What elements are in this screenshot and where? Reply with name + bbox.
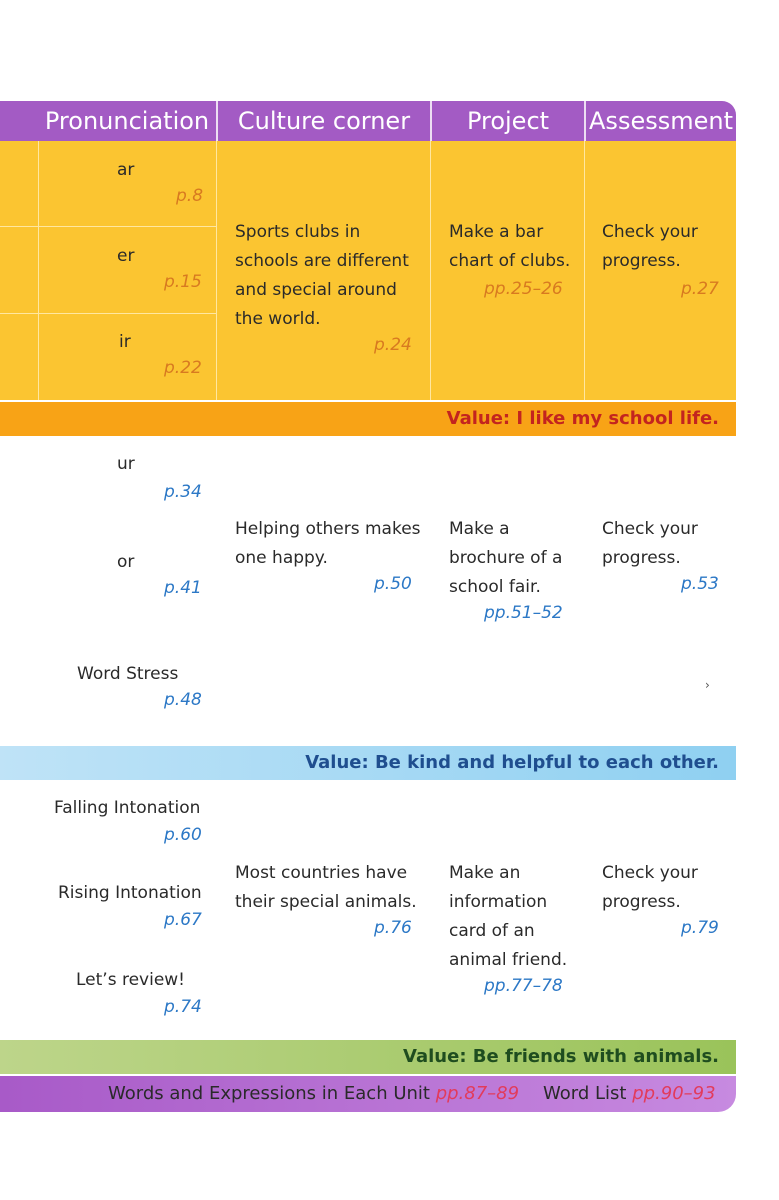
- sound-label: Rising Intonation: [58, 883, 202, 903]
- project-text-line: Make a bar: [449, 222, 544, 242]
- culture-text-line: Most countries have: [235, 863, 408, 883]
- culture-page: p.24: [374, 335, 412, 355]
- footer-word-list: [543, 1076, 716, 1112]
- value-text-unit2: Value: Be kind and helpful to each other.: [305, 752, 719, 773]
- footer-list-label: Word List: [543, 1083, 627, 1104]
- assessment-page: p.53: [681, 574, 719, 594]
- footer-words-expressions: [108, 1076, 519, 1112]
- sound-page: p.15: [164, 272, 202, 292]
- header-culture-corner: Culture corner: [237, 107, 411, 135]
- culture-text-line: schools are different: [235, 251, 409, 271]
- cell-divider: [430, 141, 431, 400]
- sound-page: p.34: [164, 482, 202, 502]
- footer-words-label: Words and Expressions in Each Unit: [108, 1083, 430, 1104]
- assessment-page: p.79: [681, 918, 719, 938]
- sound-page: p.41: [164, 578, 202, 598]
- sound-label: Word Stress: [77, 664, 179, 684]
- sound-label: ur: [117, 454, 135, 474]
- assessment-text-line: progress.: [602, 251, 681, 271]
- sound-page: p.60: [164, 825, 202, 845]
- project-text-line: animal friend.: [449, 950, 568, 970]
- sound-page: p.22: [164, 358, 202, 378]
- culture-text-line: Sports clubs in: [235, 222, 361, 242]
- culture-text-line: the world.: [235, 309, 321, 329]
- sound-label: ar: [117, 160, 135, 180]
- assessment-text-line: progress.: [602, 548, 681, 568]
- project-text-line: brochure of a: [449, 548, 563, 568]
- project-text-line: Make a: [449, 519, 510, 539]
- project-page: pp.25–26: [484, 279, 563, 299]
- assessment-page: p.27: [681, 279, 719, 299]
- project-text-line: chart of clubs.: [449, 251, 571, 271]
- sound-label: Let’s review!: [76, 970, 185, 990]
- stray-mark-icon: ›: [705, 678, 710, 692]
- project-text-line: school fair.: [449, 577, 541, 597]
- cell-divider: [38, 141, 39, 400]
- cell-divider: [0, 313, 216, 314]
- sound-page: p.74: [164, 997, 202, 1017]
- cell-divider: [584, 141, 585, 400]
- project-text-line: Make an: [449, 863, 521, 883]
- assessment-text-line: Check your: [602, 519, 698, 539]
- culture-text-line: Helping others makes: [235, 519, 421, 539]
- sound-label: er: [117, 246, 135, 266]
- project-text-line: card of an: [449, 921, 535, 941]
- sound-label: or: [117, 552, 135, 572]
- header-project: Project: [466, 107, 550, 135]
- sound-label: ir: [119, 332, 131, 352]
- assessment-text-line: Check your: [602, 222, 698, 242]
- assessment-text-line: Check your: [602, 863, 698, 883]
- footer-list-page: pp.90–93: [632, 1083, 716, 1104]
- value-text-unit1: Value: I like my school life.: [446, 408, 719, 429]
- cell-divider: [216, 141, 217, 400]
- cell-divider: [0, 226, 216, 227]
- sound-label: Falling Intonation: [54, 798, 201, 818]
- sound-page: p.67: [164, 910, 202, 930]
- header-assessment: Assessment: [589, 107, 733, 135]
- assessment-text-line: progress.: [602, 892, 681, 912]
- culture-page: p.76: [374, 918, 412, 938]
- sound-page: p.8: [176, 186, 204, 206]
- culture-text-line: and special around: [235, 280, 397, 300]
- culture-page: p.50: [374, 574, 412, 594]
- culture-text-line: one happy.: [235, 548, 328, 568]
- project-page: pp.51–52: [484, 603, 563, 623]
- culture-text-line: their special animals.: [235, 892, 417, 912]
- footer-words-page: pp.87–89: [435, 1083, 520, 1104]
- project-text-line: information: [449, 892, 548, 912]
- header-pronunciation: Pronunciation: [44, 107, 210, 135]
- value-text-unit3: Value: Be friends with animals.: [403, 1046, 719, 1067]
- project-page: pp.77–78: [484, 976, 563, 996]
- sound-page: p.48: [164, 690, 202, 710]
